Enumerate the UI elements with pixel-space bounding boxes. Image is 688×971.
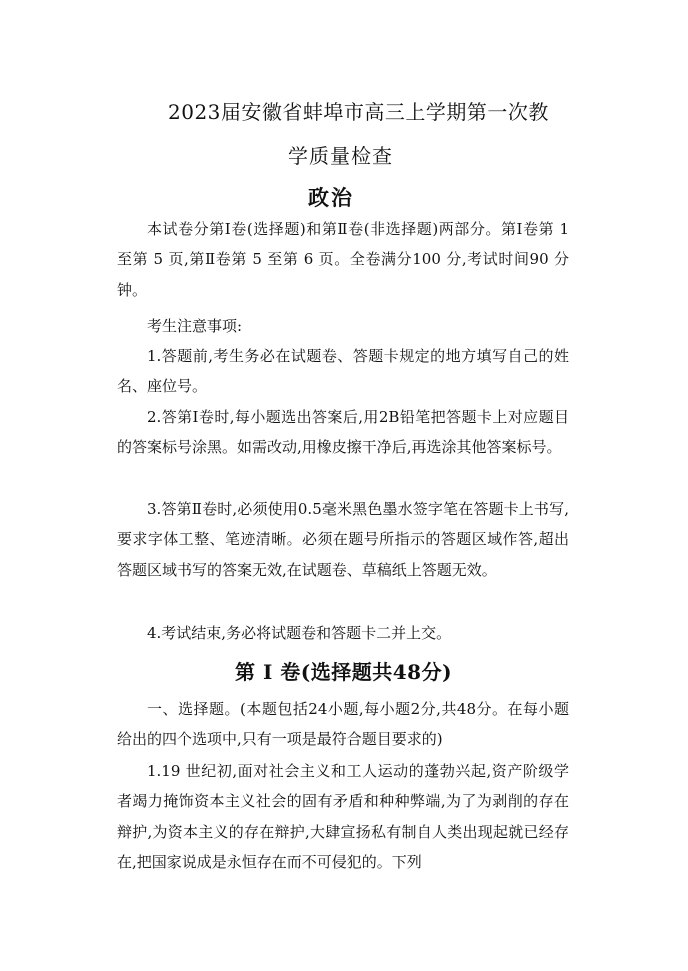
intro-paragraph: 本试卷分第Ⅰ卷(选择题)和第Ⅱ卷(非选择题)两部分。第Ⅰ卷第 1 至第 5 页,第Ⅱ卷第 5 至第 6 页。全卷满分100 分,考试时间90 分钟。 [117,220,569,299]
section-title: 第 Ⅰ 卷(选择题共48分) [235,660,453,684]
notice-item-4: 4.考试结束,务必将试题卷和答题卡二并上交。 [147,624,452,642]
choice-instructions: 一、选择题。(本题包括24小题,每小题2分,共48分。在每小题给出的四个选项中,只有一项是最符合题目要求的) [117,700,569,749]
question-1: 1.19 世纪初,面对社会主义和工人运动的蓬勃兴起,资产阶级学者竭力掩饰资本主义社会的固有矛盾和种种弊端,为了为剥削的存在辩护,为资本主义的存在辩护,大肆宣扬私有制自人类出现起就已经存在,把国家说成是永恒存在而不可侵犯的。下列 [117,762,569,872]
notice-item-1: 1.答题前,考生务必在试题卷、答题卡规定的地方填写自己的姓名、座位号。 [117,347,569,396]
notice-item-3: 3.答第Ⅱ卷时,必须使用0.5毫米黑色墨水签字笔在答题卡上书写,要求字体工整、笔迹清晰。必须在题号所指示的答题区域作答,超出答题区域书写的答案无效,在试题卷、草稿纸上答题无效。 [117,500,569,579]
subject-heading: 政治 [308,185,354,210]
exam-title-line-1: 2023届安徽省蚌埠市高三上学期第一次教 [168,100,549,124]
notice-item-2: 2.答第Ⅰ卷时,每小题选出答案后,用2B铅笔把答题卡上对应题目的答案标号涂黑。如需改动,用橡皮擦干净后,再选涂其他答案标号。 [117,408,569,457]
exam-title-line-2: 学质量检查 [288,144,393,168]
notice-heading: 考生注意事项: [147,317,243,335]
